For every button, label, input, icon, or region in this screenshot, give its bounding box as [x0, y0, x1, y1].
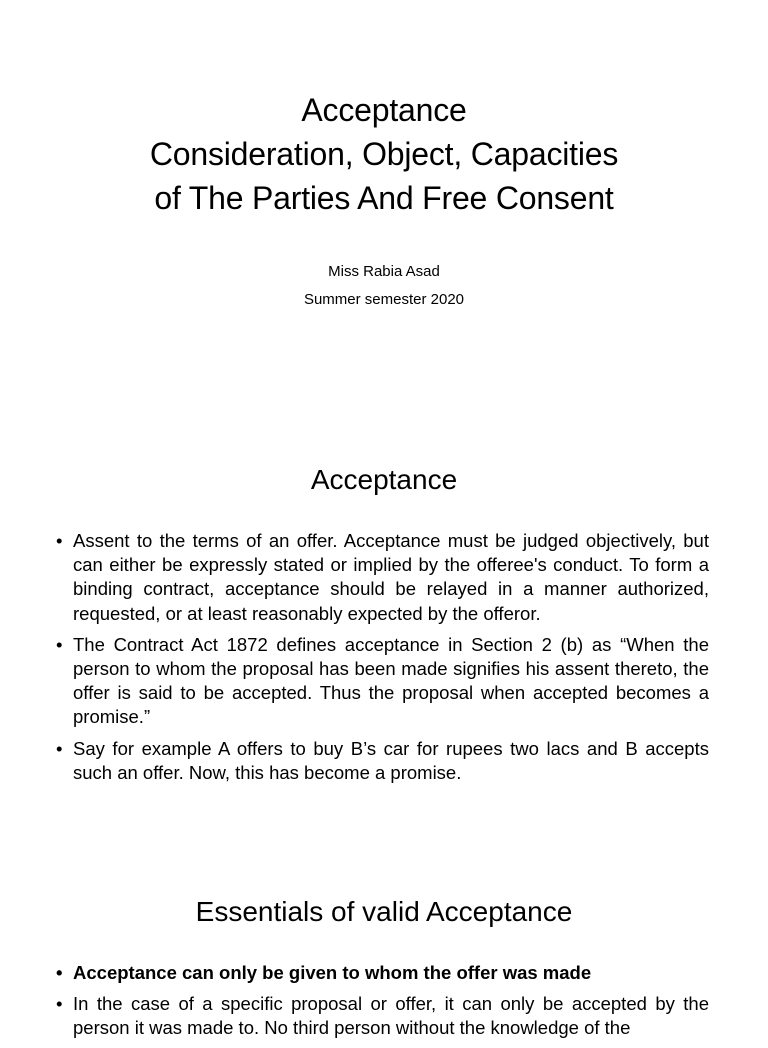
- title-slide: [0, 0, 768, 400]
- bullet-item: • Assent to the terms of an offer. Acceptance must be judged objectively, but can either be expressly stated or implied by the offeree's conduct. To form a binding contract, acceptance should be relayed in a manner authorized, requested, or at least reasonably expected by the offeror.: [54, 529, 709, 626]
- title-line: of The Parties And Free Consent: [154, 180, 614, 216]
- bullet-item: • The Contract Act 1872 defines acceptance in Section 2 (b) as “When the person to whom the proposal has been made signifies his assent thereto, the offer is said to be accepted. Thus the proposal when accepted becomes a promise.”: [54, 633, 709, 730]
- semester-label: Summer semester 2020: [303, 291, 465, 308]
- title-line: Consideration, Object, Capacities: [149, 136, 619, 172]
- essentials-bullet-list: [54, 961, 709, 1048]
- presentation-title: [60, 88, 708, 220]
- title-line: Acceptance: [301, 92, 467, 128]
- bullet-item: • In the case of a specific proposal or offer, it can only be accepted by the person it was made to. No third person without the knowledge of the: [54, 992, 709, 1040]
- bullet-item: • Acceptance can only be given to whom the offer was made: [54, 961, 709, 985]
- essentials-heading: Essentials of valid Acceptance: [195, 896, 573, 927]
- acceptance-bullet-list: [54, 529, 709, 792]
- author-name: Miss Rabia Asad: [328, 263, 440, 280]
- acceptance-heading: Acceptance: [310, 464, 458, 495]
- bullet-item: • Say for example A offers to buy B’s car for rupees two lacs and B accepts such an offer. Now, this has become a promise.: [54, 737, 709, 785]
